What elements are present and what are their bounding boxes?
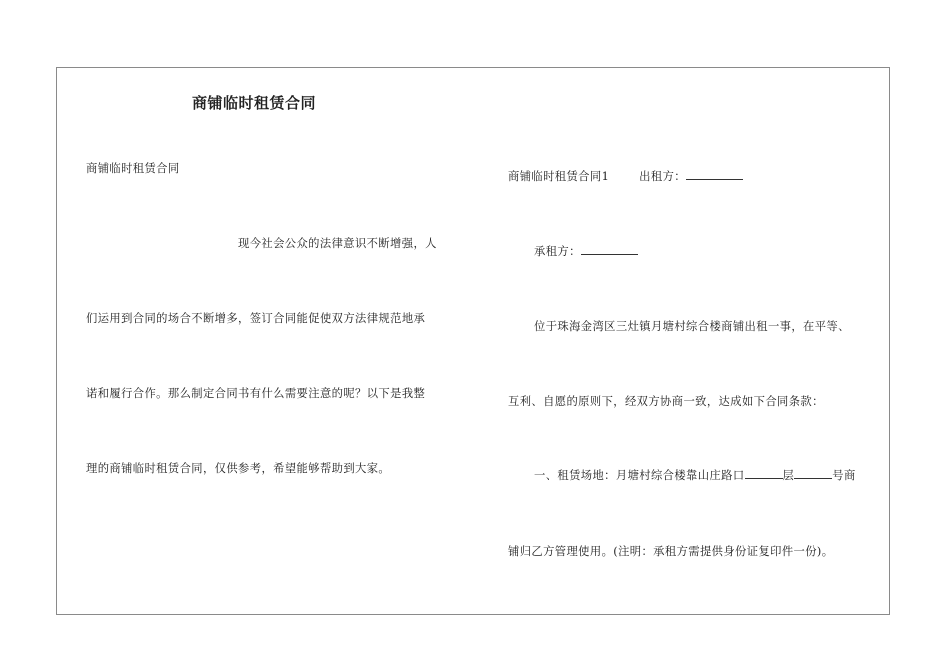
floor-label: 层 — [782, 469, 795, 482]
lessee-label: 承租方： — [534, 245, 581, 258]
document-title: 商铺临时租赁合同 — [192, 94, 317, 112]
left-paragraph-line-3: 诺和履行合作。那么制定合同书有什么需要注意的呢？以下是我整 — [86, 387, 426, 400]
lease-site-line — [534, 467, 856, 483]
number-blank — [794, 468, 832, 479]
left-paragraph-line-1: 现今社会公众的法律意识不断增强，人 — [238, 237, 437, 250]
right-paragraph-line-1: 位于珠海金湾区三灶镇月塘村综合楼商铺出租一事，在平等、 — [534, 320, 850, 333]
right-paragraph-line-4: 铺归乙方管理使用。(注明：承租方需提供身份证复印件一份)。 — [508, 545, 834, 558]
shop-number-label: 号商 — [832, 469, 856, 482]
lease-site-text: 一、租赁场地：月塘村综合楼靠山庄路口 — [534, 469, 745, 482]
contract-heading-text: 商铺临时租赁合同1 — [508, 170, 610, 183]
right-paragraph-line-2: 互利、自愿的原则下，经双方协商一致，达成如下合同条款： — [508, 395, 824, 408]
lessor-label: 出租方： — [639, 170, 686, 183]
contract-heading — [508, 168, 743, 184]
left-paragraph-line-2: 们运用到合同的场合不断增多，签订合同能促使双方法律规范地承 — [86, 312, 426, 325]
left-subtitle: 商铺临时租赁合同 — [86, 162, 180, 175]
page-border — [56, 67, 890, 615]
floor-blank — [745, 468, 783, 479]
lessee-line — [534, 243, 638, 259]
lessee-blank — [581, 244, 638, 255]
left-paragraph-line-4: 理的商铺临时租赁合同，仅供参考，希望能够帮助到大家。 — [86, 462, 391, 475]
lessor-blank — [686, 169, 743, 180]
